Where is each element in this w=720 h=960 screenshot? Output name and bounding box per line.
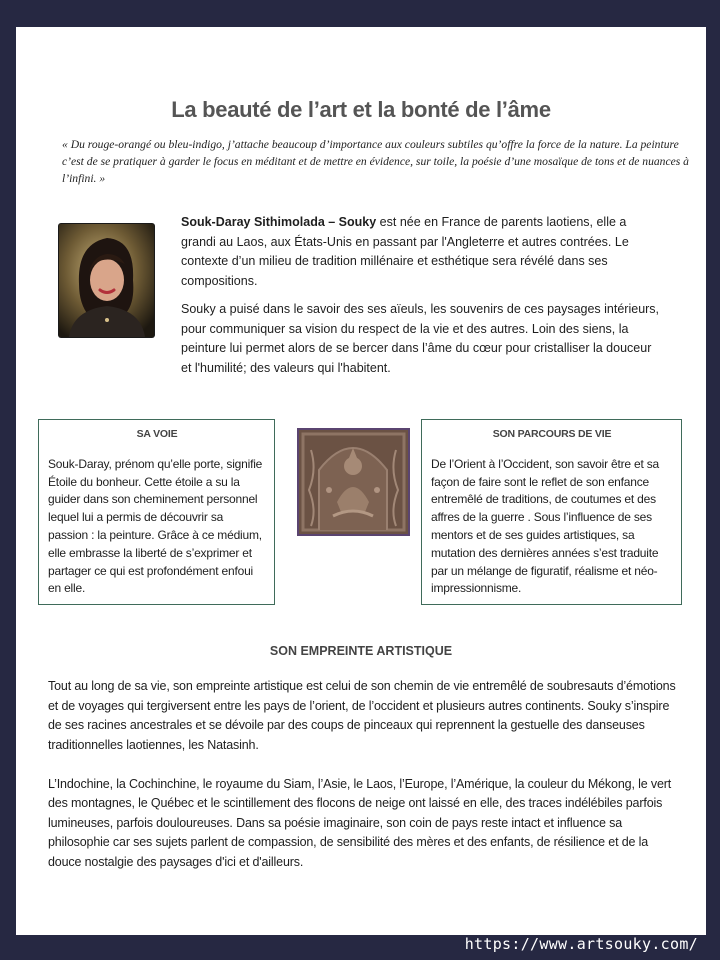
document-page [16,27,706,935]
bio-paragraph-1 [181,213,661,291]
portrait-image [59,224,154,337]
son-parcours-box [421,419,682,605]
empreinte-heading: SON EMPREINTE ARTISTIQUE [269,644,453,658]
bio-paragraph-2: Souky a puisé dans le savoir des ses aïeuls, les souvenirs de ces paysages intérieurs, pour communiquer sa vision du respect de la vie et des autres. Loin des siens, la peinture lui permet alors de se bercer dans l’âme du cœur pour cristalliser la douceur et l'humilité; des valeurs qui l'habitent. [181,302,660,375]
sa-voie-heading: SA VOIE [136,428,178,440]
son-parcours-heading: SON PARCOURS DE VIE [492,428,612,440]
sa-voie-text: Souk-Daray, prénom qu’elle porte, signifie Étoile du bonheur. Cette étoile a su la guider dans son cheminement personnel lequel lui a permis de découvrir sa passion : la peinture. Grâce à ce médium, elle embrasse la liberté de s’exprimer et partager ce qui est profondément enfoui en elle. [48,456,263,596]
sa-voie-box [38,419,275,605]
sculpture-relief-image [297,428,410,536]
empreinte-paragraph-2: L’Indochine, la Cochinchine, le royaume du Siam, l’Asie, le Laos, l’Europe, l’Amérique, la couleur du Mékong, le vert des montagnes, le Québec et le scintillement des flocons de neige ont laissé en elle, des traces indélébiles parfois lumineuses, parfois douloureuses. Dans sa poésie imaginaire, son coin de pays reste intact et influence sa philosophie car ses sujets parlent de compassion, de sensibilité des mères et des enfants, de résilience et de la douce nostalgie des paysages d'ici et d'ailleurs. [48,776,672,869]
artist-name: Souk-Daray Sithimolada – Souky [181,215,377,229]
relief-carving [299,430,408,534]
empreinte-paragraph-1: Tout au long de sa vie, son empreinte artistique est celui de son chemin de vie entremêlé de soubresauts d’émotions et de voyages qui tergiversent entre les pays de l’orient, de l’occident et plusieurs autres continents. Souky s’inspire de ses racines ancestrales et se dévoile par des coups de pinceaux qui reprennent la gestuelle des danseuses traditionnelles laotiennes, les Natasinh. [48,679,676,752]
artist-portrait [59,224,154,337]
page-title: La beauté de l’art et la bonté de l’âme [171,97,551,122]
website-url[interactable]: https://www.artsouky.com/ [464,935,698,953]
empreinte-body [48,677,683,892]
artist-quote: « Du rouge-orangé ou bleu-indigo, j’attache beaucoup d’importance aux couleurs subtiles qu’offre la force de la nature. La peinture c’est de se pratiquer à garder le focus en méditant et de mettre en évidence, sur toile, la poésie d’une mosaïque de tons et de nuances à l’infini. » [62,138,689,185]
artist-bio [181,213,661,387]
bio-paragraph-1-text: est née en France de parents laotiens, elle a grandi au Laos, aux États-Unis en passant par l'Angleterre et autres contrées. Le contexte d’un milieu de tradition millénaire et esthétique sera révélé dans ses compositions. [181,215,629,288]
son-parcours-text: De l’Orient à l’Occident, son savoir être et sa façon de faire sont le reflet de son enfance entremêlé de traditions, de coutumes et des affres de la guerre . Sous l’influence de ses mentors et de ses guides artistiques, sa mutation des dernières années s’est traduite par un mélange de figuratif, réalisme et néo-impressionnisme. [431,456,660,596]
